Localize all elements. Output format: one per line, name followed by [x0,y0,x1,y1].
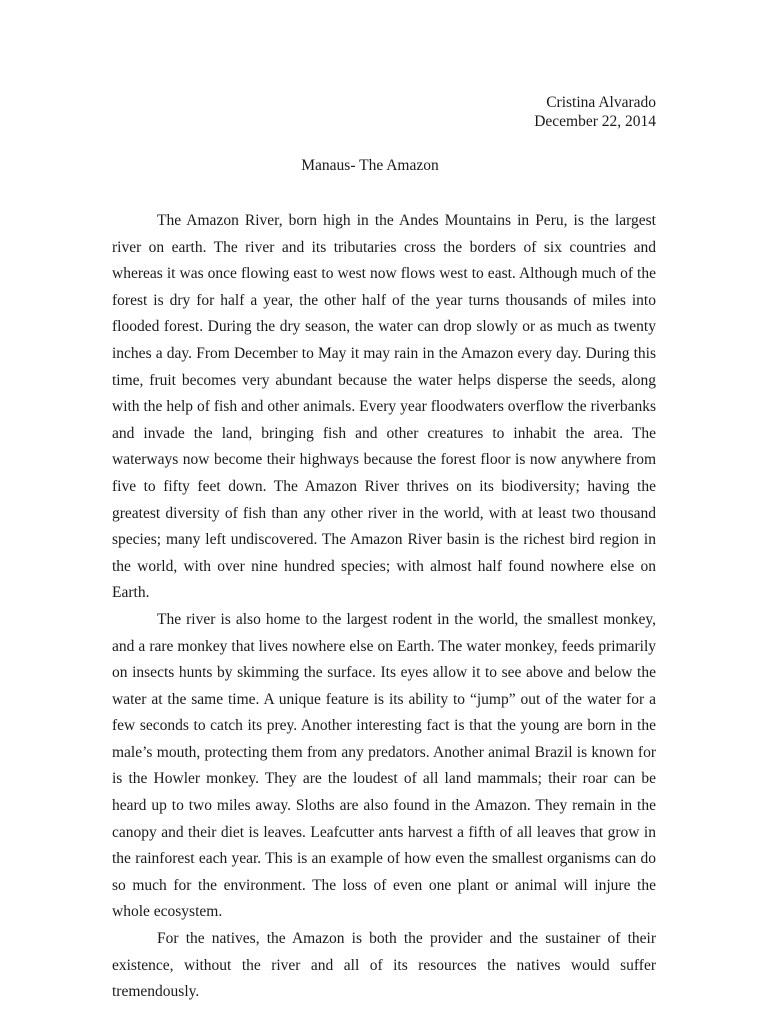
document-header [534,93,656,131]
paragraph: The river is also home to the largest rodent in the world, the smallest monkey, and a rare monkey that lives nowhere else on Earth. The water monkey, feeds primarily on insects hunts by skimming the surface. Its eyes allow it to see above and below the water at the same time. A unique feature is its ability to “jump” out of the water for a few seconds to catch its prey. Another interesting fact is that the young are born in the male’s mouth, protecting them from any predators. Another animal Brazil is known for is the Howler monkey. They are the loudest of all land mammals; their roar can be heard up to two miles away. Sloths are also found in the Amazon. They remain in the canopy and their diet is leaves. Leafcutter ants harvest a fifth of all leaves that grow in the rainforest each year. This is an example of how even the smallest organisms can do so much for the environment. The loss of even one plant or animal will injure the whole ecosystem. [112,610,656,921]
paragraph: The Amazon River, born high in the Andes Mountains in Peru, is the largest river on earth. The river and its tributaries cross the borders of six countries and whereas it was once flowing east to west now flows west to east. Although much of the forest is dry for half a year, the other half of the year turns thousands of miles into flooded forest. During the dry season, the water can drop slowly or as much as twenty inches a day. From December to May it may rain in the Amazon every day. During this time, fruit becomes very abundant because the water helps disperse the seeds, along with the help of fish and other animals. Every year floodwaters overflow the riverbanks and invade the land, bringing fish and other creatures to inhabit the area. The waterways now become their highways because the forest floor is now anywhere from five to fifty feet down. The Amazon River thrives on its biodiversity; having the greatest diversity of fish than any other river in the world, with at least two thousand species; many left undiscovered. The Amazon River basin is the richest bird region in the world, with over nine hundred species; with almost half found nowhere else on Earth. [112,212,656,602]
paragraph: For the natives, the Amazon is both the provider and the sustainer of their existence, without the river and all of its resources the natives would suffer tremendously. [112,930,656,1001]
document-title: Manaus- The Amazon [301,157,439,174]
author-name: Cristina Alvarado [546,94,656,111]
document-date: December 22, 2014 [534,113,656,130]
document-body [112,208,656,1006]
